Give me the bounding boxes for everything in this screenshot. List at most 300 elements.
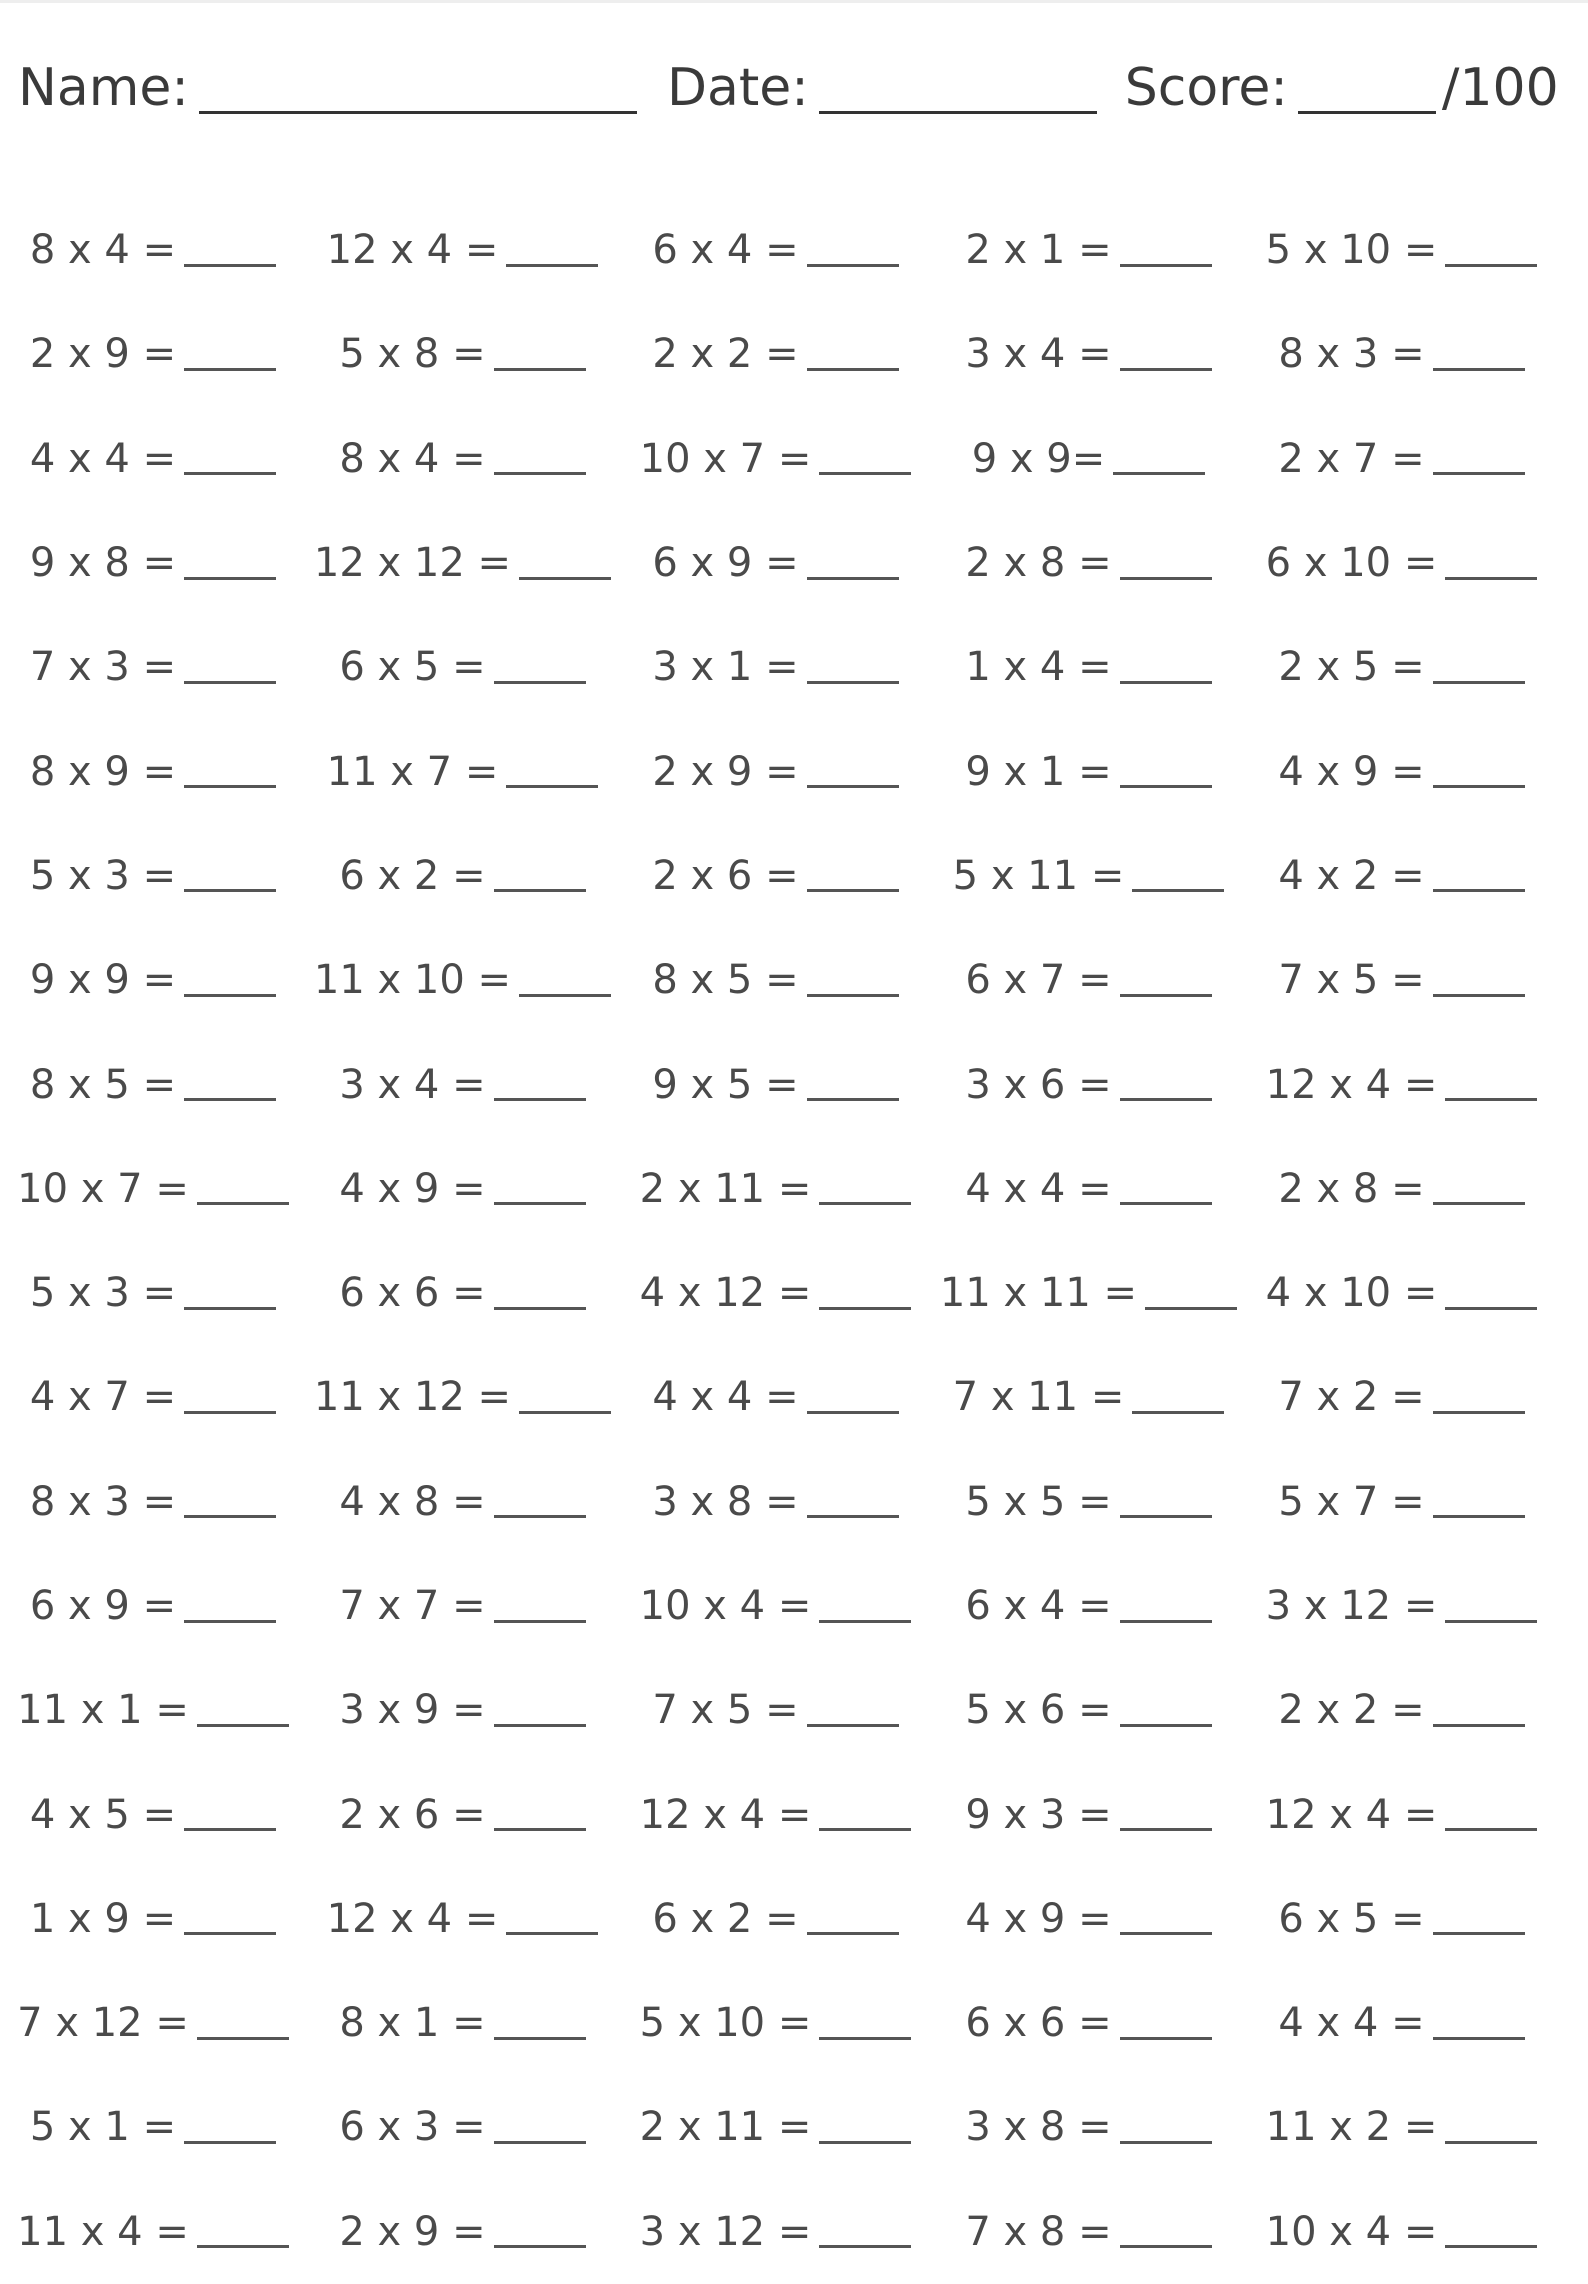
worksheet-header [18,44,1570,118]
problem-row [0,1762,1588,1866]
problem-item [306,1762,619,1866]
answer-blank[interactable] [807,547,899,580]
problem-item [0,407,306,511]
answer-blank[interactable] [1120,1590,1212,1623]
answer-blank[interactable] [494,1277,586,1310]
problem-item [619,615,932,719]
problem-text: 6 x 6 = [339,1270,486,1317]
date-label: Date: [666,58,809,118]
answer-blank[interactable] [494,1798,586,1831]
name-label: Name: [18,58,189,118]
answer-blank[interactable] [819,2215,911,2248]
problem-text: 6 x 4 = [965,1583,1112,1629]
problem-item [306,719,619,823]
problem-item [619,1971,932,2075]
answer-blank[interactable] [807,1485,899,1518]
problem-text: 6 x 6 = [965,2000,1112,2047]
problem-item [1245,1554,1558,1658]
problem-item [306,928,619,1032]
answer-blank[interactable] [1445,1068,1537,1101]
problem-row [0,615,1588,719]
answer-blank[interactable] [1433,755,1525,788]
problem-item [306,1345,619,1449]
answer-blank[interactable] [184,442,276,475]
problem-item [1245,824,1558,928]
problem-item [932,1554,1245,1658]
problem-item [0,824,306,928]
problem-item [0,1554,306,1658]
answer-blank[interactable] [1120,651,1212,684]
problem-grid [0,198,1588,2284]
problem-text: 10 x 7 = [639,435,812,482]
problem-text: 5 x 6 = [965,1687,1112,1734]
problem-row [0,302,1588,406]
problem-row [0,2075,1588,2179]
problem-item [619,1762,932,1866]
problem-item [619,1658,932,1762]
problem-item [1245,511,1558,615]
problem-text: 6 x 2 = [652,1895,799,1942]
problem-item [0,1450,306,1554]
problem-text: 2 x 9 = [652,748,799,795]
problem-row [0,1450,1588,1554]
problem-text: 7 x 5 = [652,1687,799,1734]
problem-row [0,719,1588,823]
answer-blank[interactable] [819,2007,911,2040]
top-border [0,0,1588,3]
problem-text: 6 x 5 = [339,644,486,691]
problem-item [1245,1971,1558,2075]
problem-row [0,407,1588,511]
answer-blank[interactable] [819,1277,911,1310]
problem-item [1245,2075,1558,2179]
problem-item [0,1867,306,1971]
score-field[interactable] [1298,59,1436,114]
problem-text: 10 x 4 = [639,1583,812,1629]
answer-blank[interactable] [494,1068,586,1101]
problem-text: 8 x 5 = [29,1061,177,1108]
problem-row [0,824,1588,928]
score-total: /100 [1441,58,1559,118]
answer-blank[interactable] [1445,1277,1537,1310]
answer-blank[interactable] [1120,755,1212,788]
answer-blank[interactable] [494,1590,586,1623]
problem-text: 12 x 4 = [639,1791,812,1838]
problem-item [932,407,1245,511]
problem-text: 5 x 11 = [952,852,1125,899]
problem-text: 6 x 5 = [1278,1895,1425,1942]
problem-text: 3 x 12 = [639,2208,812,2255]
problem-item [932,2075,1245,2179]
problem-item [306,1241,619,1345]
problem-item [0,928,306,1032]
problem-item [619,198,932,302]
problem-text: 8 x 3 = [29,1478,177,1525]
problem-text: 7 x 8 = [965,2208,1112,2255]
answer-blank[interactable] [1433,2007,1525,2040]
problem-text: 12 x 4 = [326,1895,499,1942]
problem-text: 8 x 5 = [652,957,799,1004]
problem-text: 4 x 9 = [965,1895,1112,1942]
problem-text: 6 x 2 = [339,852,486,899]
answer-blank[interactable] [184,547,276,580]
problem-text: 6 x 9 = [29,1583,177,1629]
problem-row [0,1032,1588,1136]
answer-blank[interactable] [494,1694,586,1727]
problem-item [932,615,1245,719]
answer-blank[interactable] [819,2111,911,2144]
answer-blank[interactable] [807,964,899,997]
problem-item [306,1867,619,1971]
problem-item [932,1241,1245,1345]
problem-item [306,2075,619,2179]
problem-row [0,2180,1588,2284]
problem-text: 9 x 1 = [965,748,1112,795]
problem-row [0,928,1588,1032]
problem-text: 4 x 4 = [1278,2000,1425,2047]
problem-text: 4 x 5 = [29,1791,177,1838]
answer-blank[interactable] [1445,2111,1537,2144]
problem-text: 2 x 1 = [965,227,1112,274]
problem-text: 2 x 5 = [1278,644,1425,691]
problem-item [932,1867,1245,1971]
problem-text: 6 x 9 = [652,540,799,587]
problem-item [1245,1137,1558,1241]
problem-item [1245,1241,1558,1345]
problem-item [0,2075,306,2179]
answer-blank[interactable] [1120,1485,1212,1518]
answer-blank[interactable] [184,2111,276,2144]
answer-blank[interactable] [1445,234,1537,267]
problem-item [0,198,306,302]
problem-item [932,1971,1245,2075]
answer-blank[interactable] [1433,964,1525,997]
problem-text: 5 x 10 = [1265,227,1438,274]
problem-text: 3 x 8 = [965,2104,1112,2151]
problem-item [0,302,306,406]
problem-item [619,1867,932,1971]
problem-text: 7 x 11 = [952,1374,1125,1421]
problem-item [1245,1658,1558,1762]
name-field[interactable] [199,59,637,114]
problem-text: 4 x 2 = [1278,852,1425,899]
problem-item [0,2180,306,2284]
problem-text: 11 x 12 = [313,1374,512,1421]
problem-item [1245,198,1558,302]
answer-blank[interactable] [819,1590,911,1623]
problem-text: 3 x 4 = [965,331,1112,378]
problem-row [0,1971,1588,2075]
problem-item [619,511,932,615]
problem-text: 2 x 9 = [29,331,177,378]
answer-blank[interactable] [494,1485,586,1518]
problem-text: 6 x 4 = [652,227,799,274]
problem-item [619,2180,932,2284]
answer-blank[interactable] [819,442,911,475]
problem-text: 12 x 4 = [1265,1061,1438,1108]
problem-text: 3 x 9 = [339,1687,486,1734]
problem-item [306,824,619,928]
problem-item [0,1762,306,1866]
answer-blank[interactable] [494,651,586,684]
problem-row [0,511,1588,615]
problem-item [306,1137,619,1241]
problem-item [619,1345,932,1449]
answer-blank[interactable] [807,755,899,788]
problem-item [306,1554,619,1658]
problem-text: 2 x 7 = [1278,435,1425,482]
answer-blank[interactable] [506,755,598,788]
problem-item [306,1450,619,1554]
answer-blank[interactable] [1433,338,1525,371]
problem-text: 5 x 1 = [29,2104,177,2151]
problem-text: 4 x 7 = [29,1374,177,1421]
answer-blank[interactable] [1433,1902,1525,1935]
problem-item [0,1137,306,1241]
problem-item [932,1032,1245,1136]
problem-text: 11 x 2 = [1265,2104,1438,2151]
problem-text: 2 x 2 = [1278,1687,1425,1734]
answer-blank[interactable] [1120,1798,1212,1831]
problem-item [932,1762,1245,1866]
answer-blank[interactable] [197,2007,289,2040]
problem-text: 3 x 8 = [652,1478,799,1525]
answer-blank[interactable] [807,1068,899,1101]
answer-blank[interactable] [1145,1277,1237,1310]
problem-text: 9 x 9 = [29,957,177,1004]
problem-text: 4 x 12 = [639,1270,812,1317]
problem-item [1245,407,1558,511]
problem-item [619,1554,932,1658]
problem-item [1245,2180,1558,2284]
answer-blank[interactable] [494,2215,586,2248]
answer-blank[interactable] [1445,1590,1537,1623]
problem-row [0,1867,1588,1971]
problem-item [932,1658,1245,1762]
problem-text: 4 x 4 = [965,1165,1112,1212]
answer-blank[interactable] [1433,859,1525,892]
problem-text: 2 x 11 = [639,2104,812,2151]
answer-blank[interactable] [1120,1902,1212,1935]
problem-text: 12 x 4 = [326,227,499,274]
problem-text: 2 x 2 = [652,331,799,378]
problem-item [619,302,932,406]
problem-text: 3 x 6 = [965,1061,1112,1108]
problem-row [0,1241,1588,1345]
answer-blank[interactable] [1433,1694,1525,1727]
answer-blank[interactable] [184,1590,276,1623]
answer-blank[interactable] [494,2111,586,2144]
problem-item [306,1658,619,1762]
date-field[interactable] [819,59,1097,114]
problem-text: 4 x 9 = [1278,748,1425,795]
problem-row [0,1137,1588,1241]
problem-item [932,928,1245,1032]
answer-blank[interactable] [184,651,276,684]
problem-text: 9 x 8 = [29,540,177,587]
problem-item [0,1345,306,1449]
answer-blank[interactable] [184,1902,276,1935]
answer-blank[interactable] [184,1485,276,1518]
problem-item [619,1032,932,1136]
answer-blank[interactable] [197,2215,289,2248]
problem-item [0,511,306,615]
problem-item [932,2180,1245,2284]
problem-item [1245,615,1558,719]
problem-item [619,928,932,1032]
answer-blank[interactable] [807,651,899,684]
answer-blank[interactable] [184,1068,276,1101]
problem-item [619,719,932,823]
problem-item [306,407,619,511]
problem-item [306,1971,619,2075]
answer-blank[interactable] [1132,859,1224,892]
problem-item [306,2180,619,2284]
problem-text: 6 x 3 = [339,2104,486,2151]
answer-blank[interactable] [184,1277,276,1310]
problem-row [0,1658,1588,1762]
answer-blank[interactable] [1120,2215,1212,2248]
score-label: Score: [1124,58,1288,118]
problem-item [306,615,619,719]
problem-item [1245,1345,1558,1449]
answer-blank[interactable] [1433,1485,1525,1518]
problem-text: 2 x 8 = [1278,1165,1425,1212]
problem-item [1245,302,1558,406]
answer-blank[interactable] [1113,442,1205,475]
problem-item [619,1450,932,1554]
problem-text: 3 x 1 = [652,644,799,691]
answer-blank[interactable] [1120,234,1212,267]
problem-text: 2 x 6 = [339,1791,486,1838]
problem-text: 7 x 2 = [1278,1374,1425,1421]
problem-row [0,1554,1588,1658]
problem-text: 2 x 9 = [339,2208,486,2255]
answer-blank[interactable] [494,338,586,371]
answer-blank[interactable] [197,1694,289,1727]
problem-text: 4 x 8 = [339,1478,486,1525]
problem-text: 8 x 4 = [29,227,177,274]
problem-item [0,1032,306,1136]
problem-text: 4 x 9 = [339,1165,486,1212]
answer-blank[interactable] [807,1381,899,1414]
answer-blank[interactable] [1445,2215,1537,2248]
answer-blank[interactable] [519,1381,611,1414]
problem-item [306,511,619,615]
problem-text: 8 x 3 = [1278,331,1425,378]
problem-text: 12 x 12 = [313,540,512,587]
answer-blank[interactable] [519,547,611,580]
answer-blank[interactable] [1445,547,1537,580]
problem-text: 7 x 7 = [339,1583,486,1629]
problem-row [0,198,1588,302]
problem-text: 6 x 7 = [965,957,1112,1004]
problem-text: 8 x 1 = [339,2000,486,2047]
problem-text: 12 x 4 = [1265,1791,1438,1838]
answer-blank[interactable] [1132,1381,1224,1414]
answer-blank[interactable] [819,1798,911,1831]
problem-text: 8 x 9 = [29,748,177,795]
answer-blank[interactable] [184,755,276,788]
answer-blank[interactable] [494,442,586,475]
problem-text: 7 x 3 = [29,644,177,691]
answer-blank[interactable] [1120,964,1212,997]
answer-blank[interactable] [1433,442,1525,475]
answer-blank[interactable] [1120,1172,1212,1205]
answer-blank[interactable] [184,1798,276,1831]
problem-item [932,1345,1245,1449]
problem-text: 3 x 4 = [339,1061,486,1108]
problem-text: 3 x 12 = [1265,1583,1438,1629]
answer-blank[interactable] [494,2007,586,2040]
answer-blank[interactable] [494,859,586,892]
problem-text: 2 x 6 = [652,852,799,899]
answer-blank[interactable] [197,1172,289,1205]
problem-text: 2 x 11 = [639,1165,812,1212]
answer-blank[interactable] [494,1172,586,1205]
problem-item [1245,1032,1558,1136]
problem-item [932,511,1245,615]
problem-item [1245,1867,1558,1971]
answer-blank[interactable] [1445,1798,1537,1831]
answer-blank[interactable] [506,234,598,267]
problem-text: 7 x 5 = [1278,957,1425,1004]
problem-text: 5 x 3 = [29,1270,177,1317]
problem-item [306,198,619,302]
problem-text: 4 x 4 = [652,1374,799,1421]
problem-item [1245,1450,1558,1554]
answer-blank[interactable] [807,1902,899,1935]
problem-item [619,1241,932,1345]
answer-blank[interactable] [807,1694,899,1727]
answer-blank[interactable] [519,964,611,997]
problem-text: 9 x 3 = [965,1791,1112,1838]
problem-item [932,302,1245,406]
problem-text: 4 x 4 = [29,435,177,482]
answer-blank[interactable] [1433,1172,1525,1205]
answer-blank[interactable] [184,234,276,267]
answer-blank[interactable] [1433,651,1525,684]
answer-blank[interactable] [819,1172,911,1205]
answer-blank[interactable] [1433,1381,1525,1414]
problem-item [619,824,932,928]
answer-blank[interactable] [807,859,899,892]
problem-item [619,2075,932,2179]
problem-text: 5 x 7 = [1278,1478,1425,1525]
problem-text: 4 x 10 = [1265,1270,1438,1317]
answer-blank[interactable] [1120,1068,1212,1101]
answer-blank[interactable] [506,1902,598,1935]
answer-blank[interactable] [1120,1694,1212,1727]
answer-blank[interactable] [184,859,276,892]
problem-item [306,302,619,406]
answer-blank[interactable] [1120,338,1212,371]
problem-item [306,1032,619,1136]
answer-blank[interactable] [184,338,276,371]
answer-blank[interactable] [184,1381,276,1414]
problem-item [932,1137,1245,1241]
problem-text: 5 x 8 = [339,331,486,378]
answer-blank[interactable] [1120,547,1212,580]
problem-text: 6 x 10 = [1265,540,1438,587]
answer-blank[interactable] [807,234,899,267]
problem-item [1245,719,1558,823]
answer-blank[interactable] [1120,2007,1212,2040]
answer-blank[interactable] [184,964,276,997]
problem-text: 11 x 1 = [17,1687,189,1734]
answer-blank[interactable] [1120,2111,1212,2144]
answer-blank[interactable] [807,338,899,371]
